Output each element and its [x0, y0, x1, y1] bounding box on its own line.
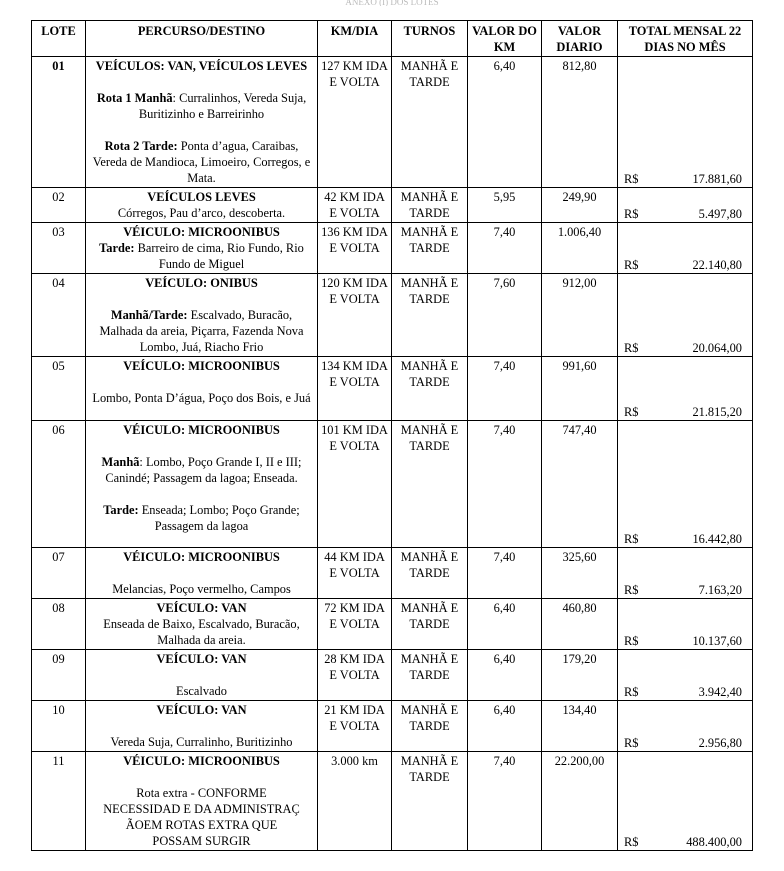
total-cell: [618, 548, 753, 599]
header-percurso: PERCURSO/DESTINO: [86, 21, 318, 57]
turnos-cell: MANHÃ E TARDE: [392, 357, 468, 421]
total-cell: [618, 701, 753, 752]
currency-label: R$: [624, 405, 639, 419]
table-row: [32, 599, 753, 650]
km-dia-cell: 136 KM IDA E VOLTA: [318, 223, 392, 274]
percurso-cell: [86, 752, 318, 851]
currency-label: R$: [624, 583, 639, 597]
total-cell: [618, 650, 753, 701]
route-text: Barreiro de cima, Rio Fundo, Rio Fundo de Miguel: [134, 241, 304, 271]
vehicle-type: VEÍCULO: MICROONIBUS: [123, 359, 280, 373]
route-label: Tarde:: [99, 241, 135, 255]
route-text: Enseada de Baixo, Escalvado, Buracão, Malhada da areia.: [103, 617, 300, 647]
currency-label: R$: [624, 532, 639, 546]
table-row: [32, 650, 753, 701]
route-text: Rota extra - CONFORME NECESSIDAD E DA ADMINISTRAÇ ÃOEM ROTAS EXTRA QUE POSSAM SURGIR: [103, 786, 300, 848]
total-value: 16.442,80: [692, 532, 742, 546]
turnos-cell: MANHÃ E TARDE: [392, 548, 468, 599]
route-text: : Curralinhos, Vereda Suja, Buritizinho e Barreirinho: [138, 91, 307, 121]
turnos-cell: MANHÃ E TARDE: [392, 223, 468, 274]
route-label: Rota 1 Manhã: [96, 91, 173, 105]
km-dia-cell: 21 KM IDA E VOLTA: [318, 701, 392, 752]
valor-diario-cell: 747,40: [542, 421, 618, 548]
valor-diario-cell: 912,00: [542, 274, 618, 357]
table-row: [32, 57, 753, 188]
km-dia-cell: 3.000 km: [318, 752, 392, 851]
route-text: : Lombo, Poço Grande I, II e III; Canindé; Passagem da lagoa; Enseada.: [105, 455, 302, 485]
total-value: 488.400,00: [686, 835, 742, 849]
route-label: Manhã: [101, 455, 140, 469]
valor-diario-cell: 991,60: [542, 357, 618, 421]
lote-cell: 04: [32, 274, 86, 357]
valor-km-cell: 7,40: [468, 357, 542, 421]
route-text: Lombo, Ponta D’água, Poço dos Bois, e Juá: [92, 391, 311, 405]
total-cell: [618, 57, 753, 188]
valor-km-cell: 5,95: [468, 188, 542, 223]
header-row: [32, 21, 753, 57]
currency-label: R$: [624, 258, 639, 272]
total-cell: [618, 274, 753, 357]
turnos-cell: MANHÃ E TARDE: [392, 650, 468, 701]
vehicle-type: VÉICULO: MICROONIBUS: [123, 225, 280, 239]
valor-diario-cell: 460,80: [542, 599, 618, 650]
vehicle-type: VEÍCULOS: VAN, VEÍCULOS LEVES: [95, 59, 308, 73]
header-turnos: TURNOS: [392, 21, 468, 57]
lote-cell: 05: [32, 357, 86, 421]
total-value: 21.815,20: [692, 405, 742, 419]
table-row: [32, 188, 753, 223]
page-header-fragment: ANEXO (I) DOS LOTES: [345, 0, 439, 6]
route-text: Vereda Suja, Curralinho, Buritizinho: [110, 735, 293, 749]
percurso-cell: [86, 650, 318, 701]
km-dia-cell: 72 KM IDA E VOLTA: [318, 599, 392, 650]
valor-diario-cell: 134,40: [542, 701, 618, 752]
table-row: [32, 274, 753, 357]
table-row: [32, 548, 753, 599]
table-row: [32, 357, 753, 421]
lote-cell: 02: [32, 188, 86, 223]
header-lote: LOTE: [32, 21, 86, 57]
percurso-cell: [86, 223, 318, 274]
total-value: 20.064,00: [692, 341, 742, 355]
valor-km-cell: 7,40: [468, 548, 542, 599]
percurso-cell: [86, 188, 318, 223]
route-label: Rota 2 Tarde:: [104, 139, 178, 153]
valor-km-cell: 6,40: [468, 57, 542, 188]
valor-km-cell: 7,40: [468, 421, 542, 548]
route-label: Manhã/Tarde:: [110, 308, 188, 322]
route-label: Tarde:: [103, 503, 139, 517]
percurso-cell: [86, 274, 318, 357]
km-dia-cell: 120 KM IDA E VOLTA: [318, 274, 392, 357]
route-text: Córregos, Pau d’arco, descoberta.: [117, 206, 286, 220]
total-value: 3.942,40: [698, 685, 742, 699]
route-text: Escalvado, Buracão, Malhada da areia, Piçarra, Fazenda Nova Lombo, Juá, Riacho Frio: [99, 308, 304, 354]
currency-label: R$: [624, 172, 639, 186]
vehicle-type: VÉICULO: MICROONIBUS: [123, 754, 280, 768]
turnos-cell: MANHÃ E TARDE: [392, 752, 468, 851]
percurso-cell: [86, 421, 318, 548]
route-text: Ponta d’agua, Caraibas, Vereda de Mandioca, Limoeiro, Corregos, e Mata.: [92, 139, 311, 185]
total-cell: [618, 599, 753, 650]
valor-km-cell: 6,40: [468, 650, 542, 701]
lote-cell: 07: [32, 548, 86, 599]
valor-diario-cell: 812,80: [542, 57, 618, 188]
valor-km-cell: 7,40: [468, 752, 542, 851]
valor-km-cell: 6,40: [468, 599, 542, 650]
route-text: Melancias, Poço vermelho, Campos: [112, 582, 291, 596]
valor-diario-cell: 179,20: [542, 650, 618, 701]
lote-cell: 03: [32, 223, 86, 274]
table-row: [32, 223, 753, 274]
vehicle-type: VEÍCULO: VAN: [156, 601, 247, 615]
vehicle-type: VÉICULO: MICROONIBUS: [123, 550, 280, 564]
vehicle-type: VEÍCULO: VAN: [156, 703, 247, 717]
percurso-cell: [86, 57, 318, 188]
table-row: [32, 701, 753, 752]
lote-cell: 09: [32, 650, 86, 701]
header-valor-km: VALOR DO KM: [468, 21, 542, 57]
valor-diario-cell: 325,60: [542, 548, 618, 599]
km-dia-cell: 28 KM IDA E VOLTA: [318, 650, 392, 701]
currency-label: R$: [624, 341, 639, 355]
km-dia-cell: 42 KM IDA E VOLTA: [318, 188, 392, 223]
currency-label: R$: [624, 736, 639, 750]
km-dia-cell: 101 KM IDA E VOLTA: [318, 421, 392, 548]
vehicle-type: VEÍCULO: VAN: [156, 652, 247, 666]
total-value: 10.137,60: [692, 634, 742, 648]
percurso-cell: [86, 548, 318, 599]
valor-km-cell: 7,40: [468, 223, 542, 274]
valor-diario-cell: 249,90: [542, 188, 618, 223]
percurso-cell: [86, 357, 318, 421]
percurso-cell: [86, 599, 318, 650]
vehicle-type: VÉICULO: MICROONIBUS: [123, 423, 280, 437]
percurso-cell: [86, 701, 318, 752]
turnos-text: MANHÃ E TARDE: [400, 59, 459, 89]
turnos-cell: MANHÃ E TARDE: [392, 701, 468, 752]
valor-km-cell: 7,60: [468, 274, 542, 357]
lote-cell: 10: [32, 701, 86, 752]
currency-label: R$: [624, 634, 639, 648]
total-cell: [618, 223, 753, 274]
total-value: 17.881,60: [692, 172, 742, 186]
valor-diario-cell: 1.006,40: [542, 223, 618, 274]
total-value: 22.140,80: [692, 258, 742, 272]
table-row: [32, 752, 753, 851]
header-valor-diario: VALOR DIARIO: [542, 21, 618, 57]
currency-label: R$: [624, 685, 639, 699]
lotes-table: [31, 20, 753, 851]
km-dia-cell: 134 KM IDA E VOLTA: [318, 357, 392, 421]
km-dia-cell: 44 KM IDA E VOLTA: [318, 548, 392, 599]
total-value: 5.497,80: [698, 207, 742, 221]
vehicle-type: VEÍCULOS LEVES: [147, 190, 256, 204]
total-value: 7.163,20: [698, 583, 742, 597]
table-row: [32, 421, 753, 548]
header-km-dia: KM/DIA: [318, 21, 392, 57]
route-text: Enseada; Lombo; Poço Grande; Passagem da lagoa: [138, 503, 300, 533]
lote-cell: 08: [32, 599, 86, 650]
currency-label: R$: [624, 835, 639, 849]
total-cell: [618, 752, 753, 851]
lote-cell: 11: [32, 752, 86, 851]
lote-cell: 06: [32, 421, 86, 548]
total-cell: [618, 188, 753, 223]
turnos-cell: MANHÃ E TARDE: [392, 188, 468, 223]
turnos-cell: MANHÃ E TARDE: [392, 274, 468, 357]
turnos-cell: MANHÃ E TARDE: [392, 599, 468, 650]
total-cell: [618, 357, 753, 421]
km-dia-cell: 127 KM IDA E VOLTA: [318, 57, 392, 188]
valor-km-cell: 6,40: [468, 701, 542, 752]
vehicle-type: VEÍCULO: ONIBUS: [145, 276, 258, 290]
total-cell: [618, 421, 753, 548]
turnos-cell: [392, 57, 468, 188]
lote-cell: 01: [32, 57, 86, 188]
total-value: 2.956,80: [698, 736, 742, 750]
currency-label: R$: [624, 207, 639, 221]
header-total-mensal: TOTAL MENSAL 22 DIAS NO MÊS: [618, 21, 753, 57]
turnos-cell: MANHÃ E TARDE: [392, 421, 468, 548]
route-text: Escalvado: [176, 684, 227, 698]
valor-diario-cell: 22.200,00: [542, 752, 618, 851]
